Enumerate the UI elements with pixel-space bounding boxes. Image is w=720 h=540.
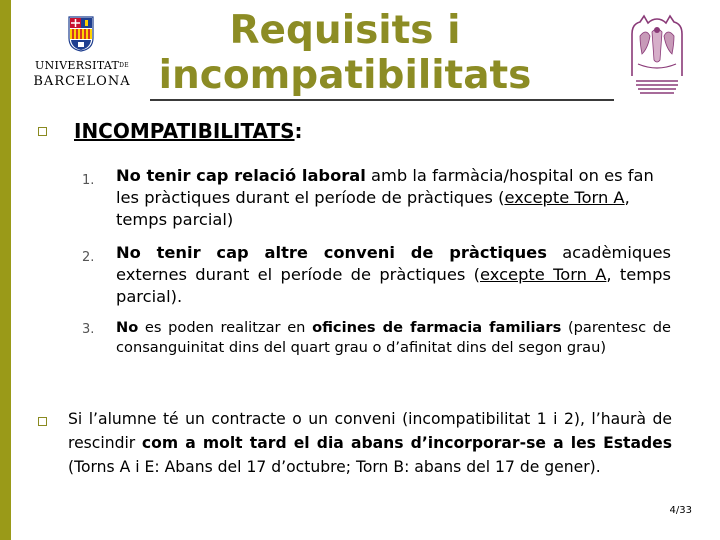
item-number: 3. xyxy=(82,322,95,337)
list-item: No tenir cap relació laboral amb la farmàcia/hospital on es fan les pràctiques durant el període de pràctiques (excepte Torn A, temps parcial) xyxy=(116,166,654,229)
list-item: No tenir cap altre conveni de pràctiques acadèmiques externes durant el període de pràctiques (excepte Torn A, temps parcial). xyxy=(116,243,671,306)
title-divider xyxy=(150,99,614,101)
university-logo xyxy=(30,16,134,94)
side-accent-bar xyxy=(0,0,11,540)
list-item: No es poden realitzar en oficines de farmacia familiars (parentesc de consanguinitat dins del quart grau o d’afinitat dins del segon grau) xyxy=(116,319,671,356)
university-shield-icon xyxy=(68,16,94,52)
note-paragraph: Si l’alumne té un contracte o un conveni (incompatibilitat 1 i 2), l’haurà de rescindir com a molt tard el dia abans d’incorporar-se a les Estades (Torns A i E: Abans del 17 d’octubre; Torn B: abans del 17 de gener). xyxy=(68,410,673,476)
title-line-1: Requisits i xyxy=(229,8,461,53)
page-title xyxy=(150,8,540,98)
bullet-icon xyxy=(38,127,47,136)
university-city: BARCELONA xyxy=(33,74,131,89)
item-number: 2. xyxy=(82,250,95,265)
section-heading: INCOMPATIBILITATS: xyxy=(74,119,303,143)
title-line-2: incompatibilitats xyxy=(158,53,532,98)
bullet-icon xyxy=(38,417,47,426)
page-number: 4/33 xyxy=(669,505,692,516)
item-number: 1. xyxy=(82,173,95,188)
faculty-logo-icon xyxy=(622,14,692,96)
university-name: $UNIVERSITAT^{DE}$ xyxy=(35,59,129,72)
